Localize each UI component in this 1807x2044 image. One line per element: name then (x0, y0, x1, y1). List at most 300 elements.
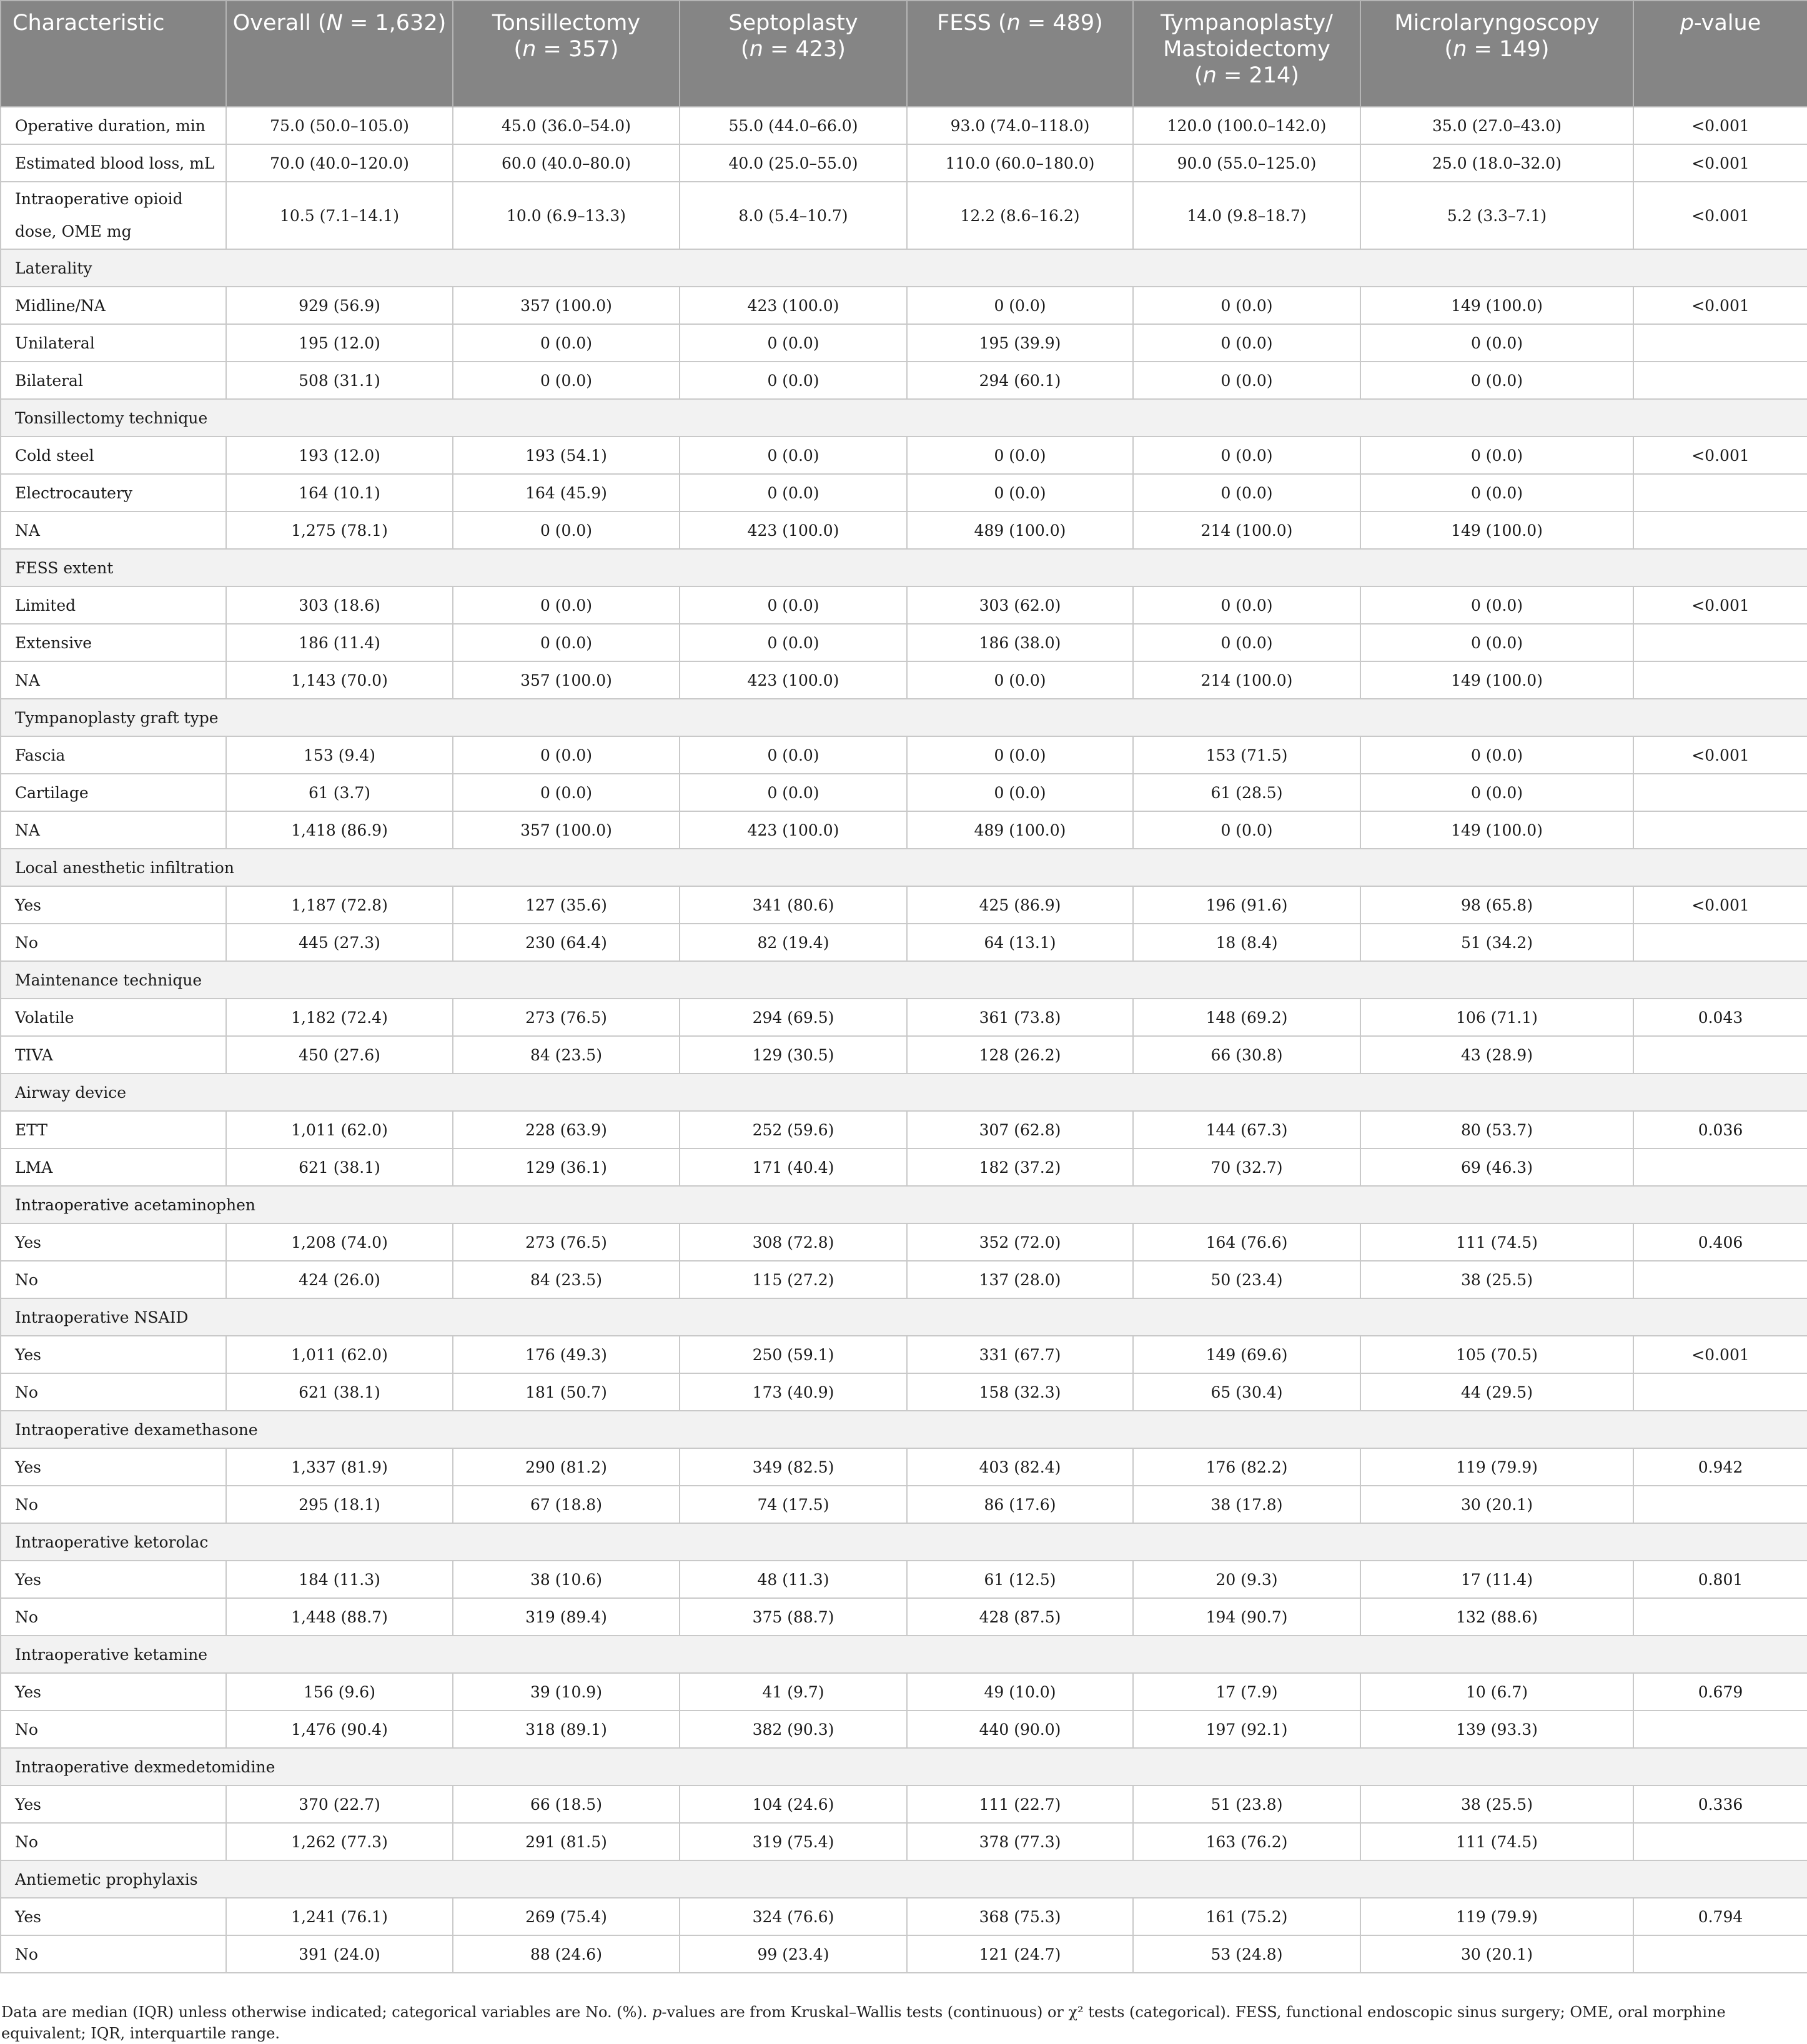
cell-p-value: <0.001 (1633, 287, 1807, 324)
cell-tonsillectomy: 38 (10.6) (453, 1561, 680, 1598)
cell-microlaryngoscopy: 149 (100.0) (1360, 661, 1633, 699)
table-row (1, 511, 1807, 549)
table-row (1, 736, 1807, 774)
cell-septoplasty: 423 (100.0) (680, 287, 907, 324)
row-label: Yes (1, 1448, 226, 1486)
cell-tonsillectomy: 228 (63.9) (453, 1111, 680, 1148)
table-row (1, 1261, 1807, 1298)
cell-septoplasty: 0 (0.0) (680, 324, 907, 362)
cell-microlaryngoscopy: 149 (100.0) (1360, 811, 1633, 849)
cell-tympanoplasty: 194 (90.7) (1133, 1598, 1360, 1636)
section-label: Airway device (1, 1074, 1807, 1111)
row-label: Estimated blood loss, mL (1, 144, 226, 182)
table-row (1, 1448, 1807, 1486)
cell-microlaryngoscopy: 0 (0.0) (1360, 437, 1633, 474)
section-label: Intraoperative NSAID (1, 1298, 1807, 1336)
cell-microlaryngoscopy: 105 (70.5) (1360, 1336, 1633, 1373)
row-label: Cold steel (1, 437, 226, 474)
cell-microlaryngoscopy: 106 (71.1) (1360, 999, 1633, 1036)
cell-tonsillectomy: 127 (35.6) (453, 886, 680, 924)
cell-overall: 10.5 (7.1–14.1) (226, 182, 453, 249)
row-label: Yes (1, 1223, 226, 1261)
cell-overall: 1,337 (81.9) (226, 1448, 453, 1486)
cell-tympanoplasty: 0 (0.0) (1133, 362, 1360, 399)
cell-microlaryngoscopy: 0 (0.0) (1360, 774, 1633, 811)
table-row (1, 437, 1807, 474)
table-row (1, 811, 1807, 849)
cell-tympanoplasty: 0 (0.0) (1133, 287, 1360, 324)
cell-tympanoplasty: 148 (69.2) (1133, 999, 1360, 1036)
cell-fess: 61 (12.5) (907, 1561, 1133, 1598)
row-label: No (1, 1935, 226, 1973)
row-label: ETT (1, 1111, 226, 1148)
row-label: Cartilage (1, 774, 226, 811)
cell-septoplasty: 423 (100.0) (680, 511, 907, 549)
row-label: Yes (1, 1898, 226, 1935)
cell-p-value (1633, 774, 1807, 811)
cell-tympanoplasty: 65 (30.4) (1133, 1373, 1360, 1411)
row-label: No (1, 1261, 226, 1298)
section-label: Tonsillectomy technique (1, 399, 1807, 437)
cell-overall: 1,262 (77.3) (226, 1823, 453, 1860)
table-row (1, 144, 1807, 182)
cell-p-value (1633, 511, 1807, 549)
cell-overall: 621 (38.1) (226, 1373, 453, 1411)
cell-fess: 307 (62.8) (907, 1111, 1133, 1148)
cell-tonsillectomy: 84 (23.5) (453, 1036, 680, 1074)
row-label: Yes (1, 1785, 226, 1823)
cell-septoplasty: 0 (0.0) (680, 437, 907, 474)
cell-overall: 1,241 (76.1) (226, 1898, 453, 1935)
cell-fess: 0 (0.0) (907, 661, 1133, 699)
row-label: Yes (1, 886, 226, 924)
cell-fess: 428 (87.5) (907, 1598, 1133, 1636)
cell-septoplasty: 382 (90.3) (680, 1711, 907, 1748)
cell-tympanoplasty: 14.0 (9.8–18.7) (1133, 182, 1360, 249)
cell-p-value (1633, 474, 1807, 511)
row-label: Limited (1, 586, 226, 624)
cell-tonsillectomy: 10.0 (6.9–13.3) (453, 182, 680, 249)
section-label: Intraoperative dexamethasone (1, 1411, 1807, 1448)
row-label: Fascia (1, 736, 226, 774)
cell-p-value: 0.942 (1633, 1448, 1807, 1486)
table-row (1, 1036, 1807, 1074)
cell-tonsillectomy: 60.0 (40.0–80.0) (453, 144, 680, 182)
cell-p-value: 0.679 (1633, 1673, 1807, 1711)
section-label: Laterality (1, 249, 1807, 287)
cell-microlaryngoscopy: 0 (0.0) (1360, 362, 1633, 399)
row-label: Electrocautery (1, 474, 226, 511)
table-row (1, 624, 1807, 661)
cell-overall: 508 (31.1) (226, 362, 453, 399)
cell-overall: 303 (18.6) (226, 586, 453, 624)
cell-overall: 61 (3.7) (226, 774, 453, 811)
row-label: No (1, 1598, 226, 1636)
cell-microlaryngoscopy: 111 (74.5) (1360, 1223, 1633, 1261)
cell-overall: 1,448 (88.7) (226, 1598, 453, 1636)
cell-tonsillectomy: 0 (0.0) (453, 511, 680, 549)
section-row (1, 1298, 1807, 1336)
cell-fess: 294 (60.1) (907, 362, 1133, 399)
cell-p-value (1633, 624, 1807, 661)
cell-septoplasty: 173 (40.9) (680, 1373, 907, 1411)
cell-microlaryngoscopy: 25.0 (18.0–32.0) (1360, 144, 1633, 182)
cell-p-value (1633, 1036, 1807, 1074)
cell-tonsillectomy: 129 (36.1) (453, 1148, 680, 1186)
cell-tonsillectomy: 164 (45.9) (453, 474, 680, 511)
cell-p-value (1633, 1711, 1807, 1748)
section-label: FESS extent (1, 549, 1807, 586)
cell-septoplasty: 171 (40.4) (680, 1148, 907, 1186)
cell-overall: 445 (27.3) (226, 924, 453, 961)
cell-fess: 403 (82.4) (907, 1448, 1133, 1486)
section-row (1, 549, 1807, 586)
section-row (1, 1411, 1807, 1448)
cell-tonsillectomy: 230 (64.4) (453, 924, 680, 961)
row-label: LMA (1, 1148, 226, 1186)
cell-septoplasty: 129 (30.5) (680, 1036, 907, 1074)
section-label: Antiemetic prophylaxis (1, 1860, 1807, 1898)
section-row (1, 1074, 1807, 1111)
cell-tonsillectomy: 319 (89.4) (453, 1598, 680, 1636)
cell-tonsillectomy: 84 (23.5) (453, 1261, 680, 1298)
cell-septoplasty: 324 (76.6) (680, 1898, 907, 1935)
cell-microlaryngoscopy: 0 (0.0) (1360, 586, 1633, 624)
cell-microlaryngoscopy: 30 (20.1) (1360, 1935, 1633, 1973)
cell-septoplasty: 82 (19.4) (680, 924, 907, 961)
cell-septoplasty: 252 (59.6) (680, 1111, 907, 1148)
section-label: Maintenance technique (1, 961, 1807, 999)
table-row (1, 107, 1807, 144)
cell-microlaryngoscopy: 0 (0.0) (1360, 324, 1633, 362)
cell-overall: 1,418 (86.9) (226, 811, 453, 849)
header-septoplasty: Septoplasty (n = 423) (680, 1, 907, 107)
cell-tympanoplasty: 161 (75.2) (1133, 1898, 1360, 1935)
cell-septoplasty: 55.0 (44.0–66.0) (680, 107, 907, 144)
cell-tympanoplasty: 196 (91.6) (1133, 886, 1360, 924)
row-label: TIVA (1, 1036, 226, 1074)
cell-septoplasty: 115 (27.2) (680, 1261, 907, 1298)
section-row (1, 1860, 1807, 1898)
cell-microlaryngoscopy: 30 (20.1) (1360, 1486, 1633, 1523)
table-row (1, 1336, 1807, 1373)
table-body (1, 107, 1807, 1973)
cell-fess: 186 (38.0) (907, 624, 1133, 661)
cell-tympanoplasty: 20 (9.3) (1133, 1561, 1360, 1598)
cell-tympanoplasty: 50 (23.4) (1133, 1261, 1360, 1298)
cell-fess: 110.0 (60.0–180.0) (907, 144, 1133, 182)
section-row (1, 699, 1807, 736)
row-label: Volatile (1, 999, 226, 1036)
row-label: Yes (1, 1673, 226, 1711)
cell-p-value (1633, 324, 1807, 362)
cell-p-value: 0.336 (1633, 1785, 1807, 1823)
cell-overall: 153 (9.4) (226, 736, 453, 774)
cell-microlaryngoscopy: 111 (74.5) (1360, 1823, 1633, 1860)
cell-fess: 12.2 (8.6–16.2) (907, 182, 1133, 249)
header-p-value: p-value (1633, 1, 1807, 107)
cell-overall: 164 (10.1) (226, 474, 453, 511)
cell-tympanoplasty: 18 (8.4) (1133, 924, 1360, 961)
section-label: Intraoperative acetaminophen (1, 1186, 1807, 1223)
cell-overall: 1,143 (70.0) (226, 661, 453, 699)
section-row (1, 849, 1807, 886)
row-label: No (1, 924, 226, 961)
cell-septoplasty: 74 (17.5) (680, 1486, 907, 1523)
cell-p-value: 0.794 (1633, 1898, 1807, 1935)
cell-microlaryngoscopy: 0 (0.0) (1360, 624, 1633, 661)
cell-p-value (1633, 1598, 1807, 1636)
row-label: Intraoperative opioid dose, OME mg (1, 182, 226, 249)
cell-overall: 186 (11.4) (226, 624, 453, 661)
cell-tonsillectomy: 273 (76.5) (453, 1223, 680, 1261)
cell-septoplasty: 319 (75.4) (680, 1823, 907, 1860)
header-characteristic: Characteristic (1, 1, 226, 107)
cell-tympanoplasty: 51 (23.8) (1133, 1785, 1360, 1823)
cell-fess: 0 (0.0) (907, 437, 1133, 474)
cell-overall: 156 (9.6) (226, 1673, 453, 1711)
cell-septoplasty: 40.0 (25.0–55.0) (680, 144, 907, 182)
cell-microlaryngoscopy: 119 (79.9) (1360, 1898, 1633, 1935)
cell-tympanoplasty: 153 (71.5) (1133, 736, 1360, 774)
cell-tympanoplasty: 197 (92.1) (1133, 1711, 1360, 1748)
cell-septoplasty: 375 (88.7) (680, 1598, 907, 1636)
cell-p-value: <0.001 (1633, 1336, 1807, 1373)
table-row (1, 1598, 1807, 1636)
cell-tympanoplasty: 66 (30.8) (1133, 1036, 1360, 1074)
cell-microlaryngoscopy: 0 (0.0) (1360, 474, 1633, 511)
cell-tonsillectomy: 193 (54.1) (453, 437, 680, 474)
cell-fess: 425 (86.9) (907, 886, 1133, 924)
cell-tympanoplasty: 176 (82.2) (1133, 1448, 1360, 1486)
cell-septoplasty: 0 (0.0) (680, 774, 907, 811)
cell-microlaryngoscopy: 38 (25.5) (1360, 1785, 1633, 1823)
cell-microlaryngoscopy: 10 (6.7) (1360, 1673, 1633, 1711)
cell-tonsillectomy: 67 (18.8) (453, 1486, 680, 1523)
cell-tympanoplasty: 17 (7.9) (1133, 1673, 1360, 1711)
cell-microlaryngoscopy: 0 (0.0) (1360, 736, 1633, 774)
cell-overall: 621 (38.1) (226, 1148, 453, 1186)
table-row (1, 1223, 1807, 1261)
cell-septoplasty: 423 (100.0) (680, 811, 907, 849)
cell-fess: 0 (0.0) (907, 774, 1133, 811)
cell-p-value: 0.036 (1633, 1111, 1807, 1148)
row-label: No (1, 1823, 226, 1860)
cell-fess: 137 (28.0) (907, 1261, 1133, 1298)
cell-tympanoplasty: 0 (0.0) (1133, 474, 1360, 511)
section-row (1, 961, 1807, 999)
table-header (1, 1, 1807, 107)
cell-fess: 331 (67.7) (907, 1336, 1133, 1373)
cell-fess: 93.0 (74.0–118.0) (907, 107, 1133, 144)
cell-microlaryngoscopy: 132 (88.6) (1360, 1598, 1633, 1636)
cell-tympanoplasty: 38 (17.8) (1133, 1486, 1360, 1523)
cell-tympanoplasty: 149 (69.6) (1133, 1336, 1360, 1373)
cell-overall: 1,208 (74.0) (226, 1223, 453, 1261)
cell-microlaryngoscopy: 80 (53.7) (1360, 1111, 1633, 1148)
header-microlaryngoscopy: Microlaryngoscopy (n = 149) (1360, 1, 1633, 107)
header-tonsillectomy: Tonsillectomy (n = 357) (453, 1, 680, 107)
header-fess: FESS (n = 489) (907, 1, 1133, 107)
cell-tympanoplasty: 164 (76.6) (1133, 1223, 1360, 1261)
cell-septoplasty: 349 (82.5) (680, 1448, 907, 1486)
cell-overall: 1,011 (62.0) (226, 1336, 453, 1373)
row-label: Unilateral (1, 324, 226, 362)
cell-septoplasty: 99 (23.4) (680, 1935, 907, 1973)
row-label: Bilateral (1, 362, 226, 399)
cell-tonsillectomy: 0 (0.0) (453, 624, 680, 661)
cell-p-value (1633, 362, 1807, 399)
cell-tympanoplasty: 120.0 (100.0–142.0) (1133, 107, 1360, 144)
cell-fess: 440 (90.0) (907, 1711, 1133, 1748)
cell-overall: 295 (18.1) (226, 1486, 453, 1523)
cell-septoplasty: 341 (80.6) (680, 886, 907, 924)
cell-overall: 193 (12.0) (226, 437, 453, 474)
cell-p-value (1633, 1823, 1807, 1860)
cell-tympanoplasty: 61 (28.5) (1133, 774, 1360, 811)
section-row (1, 249, 1807, 287)
section-label: Intraoperative dexmedetomidine (1, 1748, 1807, 1785)
table-row (1, 1373, 1807, 1411)
cell-tonsillectomy: 357 (100.0) (453, 811, 680, 849)
cell-tympanoplasty: 70 (32.7) (1133, 1148, 1360, 1186)
cell-microlaryngoscopy: 139 (93.3) (1360, 1711, 1633, 1748)
row-label: No (1, 1711, 226, 1748)
cell-tonsillectomy: 0 (0.0) (453, 774, 680, 811)
cell-tonsillectomy: 357 (100.0) (453, 661, 680, 699)
cell-microlaryngoscopy: 35.0 (27.0–43.0) (1360, 107, 1633, 144)
cell-overall: 184 (11.3) (226, 1561, 453, 1598)
cell-overall: 75.0 (50.0–105.0) (226, 107, 453, 144)
table-row (1, 1673, 1807, 1711)
cell-tympanoplasty: 0 (0.0) (1133, 586, 1360, 624)
cell-septoplasty: 423 (100.0) (680, 661, 907, 699)
cell-microlaryngoscopy: 98 (65.8) (1360, 886, 1633, 924)
cell-septoplasty: 308 (72.8) (680, 1223, 907, 1261)
cell-septoplasty: 0 (0.0) (680, 624, 907, 661)
cell-fess: 121 (24.7) (907, 1935, 1133, 1973)
cell-tympanoplasty: 214 (100.0) (1133, 661, 1360, 699)
cell-p-value: 0.406 (1633, 1223, 1807, 1261)
section-row (1, 1748, 1807, 1785)
cell-overall: 424 (26.0) (226, 1261, 453, 1298)
cell-p-value: <0.001 (1633, 144, 1807, 182)
cell-p-value: <0.001 (1633, 107, 1807, 144)
table-row (1, 1111, 1807, 1148)
table-row (1, 324, 1807, 362)
cell-fess: 86 (17.6) (907, 1486, 1133, 1523)
header-tympanoplasty: Tympanoplasty/ Mastoidectomy (n = 214) (1133, 1, 1360, 107)
cell-overall: 195 (12.0) (226, 324, 453, 362)
cell-fess: 368 (75.3) (907, 1898, 1133, 1935)
cell-p-value (1633, 1486, 1807, 1523)
cell-tonsillectomy: 290 (81.2) (453, 1448, 680, 1486)
section-label: Intraoperative ketorolac (1, 1523, 1807, 1561)
cell-tympanoplasty: 0 (0.0) (1133, 437, 1360, 474)
row-label: No (1, 1373, 226, 1411)
table-row (1, 1785, 1807, 1823)
cell-septoplasty: 250 (59.1) (680, 1336, 907, 1373)
cell-fess: 111 (22.7) (907, 1785, 1133, 1823)
cell-overall: 1,275 (78.1) (226, 511, 453, 549)
row-label: NA (1, 511, 226, 549)
section-row (1, 399, 1807, 437)
table-row (1, 1486, 1807, 1523)
cell-fess: 489 (100.0) (907, 511, 1133, 549)
cell-p-value: <0.001 (1633, 437, 1807, 474)
cell-septoplasty: 0 (0.0) (680, 586, 907, 624)
cell-overall: 370 (22.7) (226, 1785, 453, 1823)
row-label: Yes (1, 1561, 226, 1598)
cell-septoplasty: 0 (0.0) (680, 474, 907, 511)
cell-fess: 361 (73.8) (907, 999, 1133, 1036)
cell-overall: 1,476 (90.4) (226, 1711, 453, 1748)
table-row (1, 362, 1807, 399)
cell-tonsillectomy: 318 (89.1) (453, 1711, 680, 1748)
cell-fess: 128 (26.2) (907, 1036, 1133, 1074)
cell-overall: 929 (56.9) (226, 287, 453, 324)
cell-p-value (1633, 1373, 1807, 1411)
section-row (1, 1186, 1807, 1223)
cell-microlaryngoscopy: 149 (100.0) (1360, 287, 1633, 324)
cell-p-value: 0.043 (1633, 999, 1807, 1036)
cell-tonsillectomy: 66 (18.5) (453, 1785, 680, 1823)
cell-p-value (1633, 1148, 1807, 1186)
cell-p-value: <0.001 (1633, 586, 1807, 624)
cell-fess: 195 (39.9) (907, 324, 1133, 362)
table-row (1, 924, 1807, 961)
section-row (1, 1523, 1807, 1561)
cell-fess: 489 (100.0) (907, 811, 1133, 849)
table-row (1, 1898, 1807, 1935)
cell-tympanoplasty: 0 (0.0) (1133, 811, 1360, 849)
cell-p-value: <0.001 (1633, 736, 1807, 774)
cell-tonsillectomy: 291 (81.5) (453, 1823, 680, 1860)
cell-tympanoplasty: 0 (0.0) (1133, 324, 1360, 362)
table-row (1, 1935, 1807, 1973)
cell-overall: 1,011 (62.0) (226, 1111, 453, 1148)
cell-microlaryngoscopy: 44 (29.5) (1360, 1373, 1633, 1411)
cell-tonsillectomy: 88 (24.6) (453, 1935, 680, 1973)
cell-fess: 182 (37.2) (907, 1148, 1133, 1186)
cell-p-value (1633, 1261, 1807, 1298)
cell-tonsillectomy: 0 (0.0) (453, 324, 680, 362)
cell-p-value: <0.001 (1633, 886, 1807, 924)
table-row (1, 661, 1807, 699)
table-row (1, 999, 1807, 1036)
cell-septoplasty: 41 (9.7) (680, 1673, 907, 1711)
cell-tonsillectomy: 0 (0.0) (453, 586, 680, 624)
cell-microlaryngoscopy: 51 (34.2) (1360, 924, 1633, 961)
cell-overall: 391 (24.0) (226, 1935, 453, 1973)
table-row (1, 1711, 1807, 1748)
cell-fess: 158 (32.3) (907, 1373, 1133, 1411)
cell-tonsillectomy: 0 (0.0) (453, 736, 680, 774)
cell-septoplasty: 0 (0.0) (680, 362, 907, 399)
cell-microlaryngoscopy: 119 (79.9) (1360, 1448, 1633, 1486)
cell-fess: 49 (10.0) (907, 1673, 1133, 1711)
cell-septoplasty: 48 (11.3) (680, 1561, 907, 1598)
cell-fess: 64 (13.1) (907, 924, 1133, 961)
row-label: NA (1, 661, 226, 699)
row-label: Extensive (1, 624, 226, 661)
cell-septoplasty: 294 (69.5) (680, 999, 907, 1036)
cell-microlaryngoscopy: 43 (28.9) (1360, 1036, 1633, 1074)
cell-fess: 0 (0.0) (907, 287, 1133, 324)
row-label: NA (1, 811, 226, 849)
cell-overall: 70.0 (40.0–120.0) (226, 144, 453, 182)
section-row (1, 1636, 1807, 1673)
